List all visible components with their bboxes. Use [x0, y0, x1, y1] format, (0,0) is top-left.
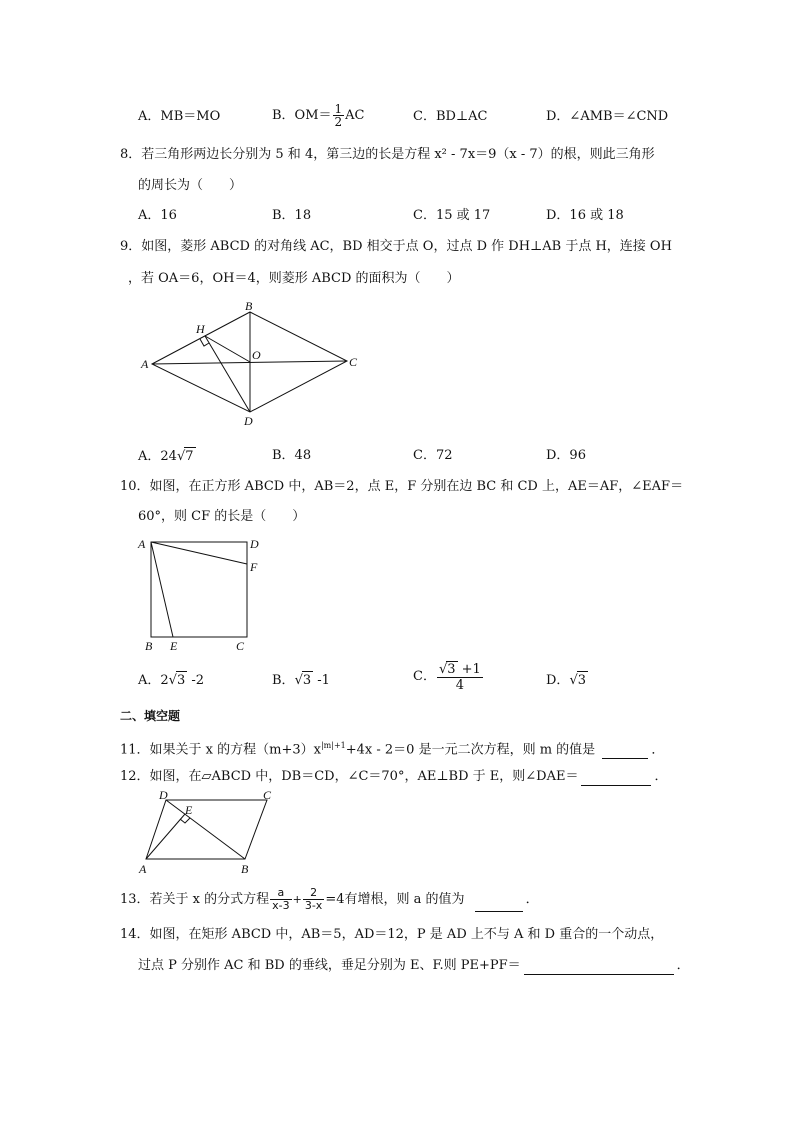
label-d: D [250, 537, 259, 551]
segment-ae [146, 814, 185, 859]
section-title: 二、填空题 [120, 709, 181, 723]
label-b: B [245, 300, 253, 313]
q8-option-d: D．16 或 18 [546, 208, 624, 223]
q14-answer-blank[interactable] [524, 960, 674, 975]
q10-option-d: D．√3 [546, 673, 587, 688]
q10-option-b: B．√3 -1 [272, 673, 330, 688]
label-b: B [145, 639, 153, 653]
q8-option-b: B．18 [272, 208, 312, 223]
q7-option-d: D．∠AMB＝∠CND [546, 109, 669, 124]
q9-option-b: B．48 [272, 448, 312, 463]
q7-option-b: B．OM＝ $\frac{1}{2}$ AC [272, 102, 365, 129]
q13-answer-blank[interactable] [475, 897, 523, 912]
segment-oh [205, 336, 250, 362]
label-c: C [349, 355, 358, 369]
q12-line: 12．如图，在▱ABCD 中，DB＝CD，∠C＝70°，AE⊥BD 于 E，则∠DAE＝ ． [120, 769, 668, 784]
q9-option-c: C．72 [413, 448, 453, 463]
q9-line2: ，若 OA＝6，OH＝4，则菱形 ABCD 的面积为（ ） [128, 271, 460, 286]
label-c: C [263, 790, 272, 802]
q8-line2: 的周长为（ ） [138, 178, 243, 193]
q8-line1: 8．若三角形两边长分别为 5 和 4，第三边的长是方程 x² - 7x＝9（x - 7）的根，则此三角形 [120, 147, 655, 162]
parallelogram-outline [146, 800, 267, 859]
q8-option-c: C．15 或 17 [413, 208, 491, 223]
label-a: A [141, 357, 149, 371]
q13-fraction-1: $\frac{a}{x-3}$ [272, 886, 290, 912]
label-c: C [236, 639, 245, 653]
label-o: O [252, 348, 261, 362]
q10-option-a: A．2√3 -2 [138, 673, 205, 688]
q10-line1: 10．如图，在正方形 ABCD 中，AB＝2，点 E，F 分别在边 BC 和 CD 上，AE＝AF，∠EAF＝ [120, 479, 684, 494]
q7-fraction: $\frac{1}{2}$ [334, 102, 343, 129]
q9-option-d: D．96 [546, 448, 586, 463]
q10-line2: 60°，则 CF 的长是（ ） [138, 509, 306, 524]
q13-line: 13．若关于 x 的分式方程 $\frac{a}{x-3}$ + $\frac{2}{3-x}$ =4有增根，则 a 的值为 ． [120, 886, 539, 912]
q11-answer-blank[interactable] [602, 744, 648, 759]
q10-option-c: C． $\frac{√3 +1}{4}$ [413, 662, 481, 693]
segment-ae [151, 542, 173, 637]
q11-line: 11．如果关于 x 的方程$(m+3)x^{|m|+1}+4x - 2=0$ 是一元二次方程，则 m 的值是 ． [120, 741, 665, 758]
square-outline [151, 542, 247, 637]
q10-square-figure [135, 533, 275, 655]
q8-option-a: A．16 [138, 208, 177, 223]
label-b: B [241, 862, 249, 876]
label-e: E [170, 639, 178, 653]
q9-rhombus-figure [135, 300, 375, 430]
q9-line1: 9．如图，菱形 ABCD 的对角线 AC，BD 相交于点 O，过点 D 作 DH⊥AB 于点 H，连接 OH [120, 239, 672, 254]
q14-line1: 14．如图，在矩形 ABCD 中，AB＝5，AD＝12，P 是 AD 上不与 A 和 D 重合的一个动点， [120, 927, 664, 942]
q13-fraction-2: $\frac{2}{3-x}$ [304, 886, 323, 912]
label-a: A [139, 862, 147, 876]
label-f: F [250, 560, 258, 574]
q12-parallelogram-figure [135, 790, 285, 876]
q10-c-fraction: $\frac{√3 +1}{4}$ [438, 662, 481, 693]
q7-option-c: C．BD⊥AC [413, 109, 488, 124]
label-a: A [138, 537, 146, 551]
label-h: H [196, 322, 205, 336]
q7-option-a: A．MB＝MO [138, 109, 221, 124]
q12-answer-blank[interactable] [581, 771, 651, 786]
segment-af [151, 542, 247, 564]
label-e: E [185, 803, 193, 817]
diagonal-db [166, 800, 245, 859]
label-d: D [244, 414, 253, 428]
q9-option-a: A．24√7 [138, 449, 194, 464]
q14-line2: 过点 P 分别作 AC 和 BD 的垂线，垂足分别为 E、F.则 PE+PF＝ ． [138, 958, 690, 973]
label-d: D [159, 790, 168, 802]
